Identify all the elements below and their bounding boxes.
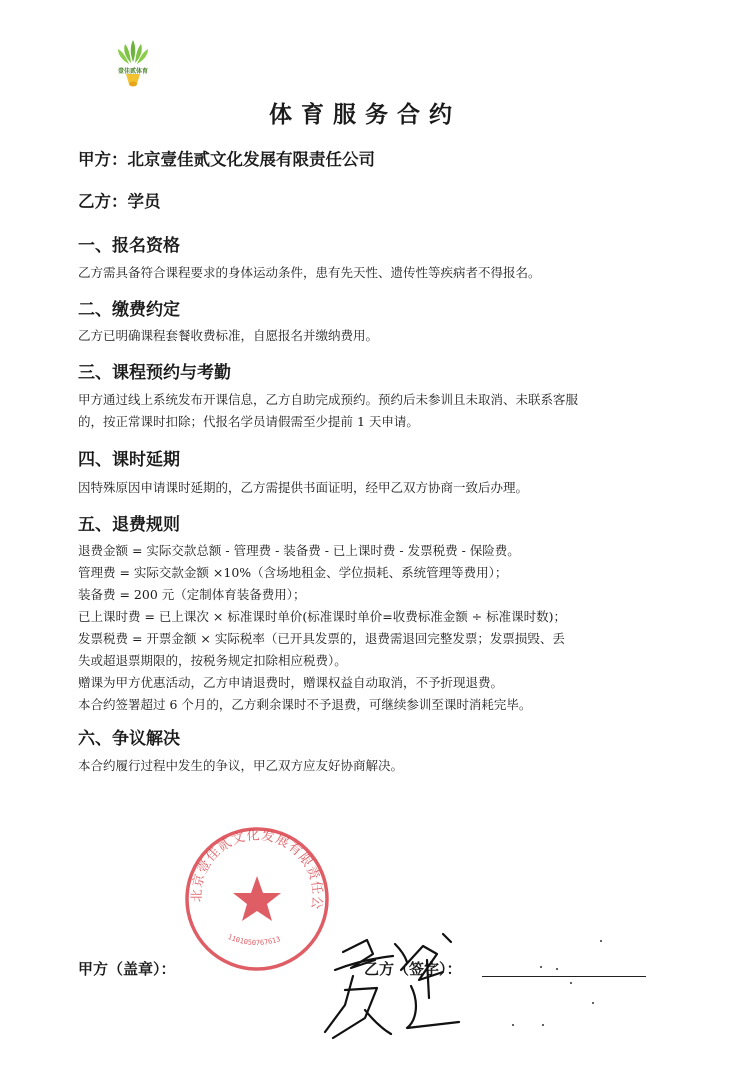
logo-text: 壹佳贰体育: [117, 68, 148, 75]
company-logo: [108, 36, 158, 88]
scan-speck: [592, 1002, 594, 1004]
body-line: 管理费 = 实际交款金额 ×10%（含场地租金、学位损耗、系统管理等费用）；: [78, 565, 508, 580]
document-title: 体育服务合约: [269, 102, 461, 128]
section-body: [78, 325, 653, 347]
scan-speck: [512, 1024, 514, 1026]
scan-speck: [600, 940, 602, 942]
body-line: 装备费 = 200 元（定制体育装备费用）；: [78, 587, 306, 602]
scan-speck: [556, 968, 558, 970]
section-body: [78, 540, 653, 716]
body-line: 赠课为甲方优惠活动，乙方申请退费时，赠课权益自动取消，不予折现退费。: [78, 675, 504, 690]
body-line: 乙方已明确课程套餐收费标准，自愿报名并缴纳费用。: [78, 328, 379, 343]
body-line: 乙方需具备符合课程要求的身体运动条件，患有先天性、遗传性等疾病者不得报名。: [78, 265, 541, 280]
party-a: 甲方：北京壹佳贰文化发展有限责任公司: [78, 150, 375, 169]
body-line: 本合约履行过程中发生的争议，甲乙双方应友好协商解决。: [78, 758, 404, 773]
seal-number: 1101050767613: [226, 932, 282, 948]
svg-text:1101050767613: [227, 933, 282, 947]
body-line: 已上课时费 = 已上课次 × 标准课时单价(标准课时单价=收费标准金额 ÷ 标准课时数)；: [78, 609, 566, 624]
section-heading: 三、课程预约与考勤: [78, 363, 231, 383]
section-body: [78, 262, 653, 284]
body-line: 甲方通过线上系统发布开课信息，乙方自助完成预约。预约后未参训且未取消、未联系客服: [78, 392, 579, 407]
party-a-seal-label: 甲方（盖章）：: [78, 960, 176, 978]
body-line: 退费金额 = 实际交款总额 - 管理费 - 装备费 - 已上课时费 - 发票税费 - 保险费。: [78, 543, 520, 558]
section-heading: 五、退费规则: [78, 515, 180, 535]
body-line: 失或超退票期限的，按税务规定扣除相应税费）。: [78, 653, 347, 668]
signature-line: [482, 976, 646, 977]
handwritten-signature: [315, 910, 465, 1045]
section-heading: 六、争议解决: [78, 729, 180, 749]
body-line: 的，按正常课时扣除；代报名学员请假需至少提前 1 天申请。: [78, 414, 419, 429]
section-heading: 二、缴费约定: [78, 300, 180, 320]
body-line: 因特殊原因申请课时延期的，乙方需提供书面证明，经甲乙双方协商一致后办理。: [78, 480, 529, 495]
scan-speck: [542, 1024, 544, 1026]
body-line: 本合约签署超过 6 个月的，乙方剩余课时不予退费，可继续参训至课时消耗完毕。: [78, 697, 532, 712]
section-heading: 四、课时延期: [78, 450, 180, 470]
party-b-signature-label: 乙方（签字）：: [364, 960, 462, 978]
company-seal: [182, 824, 332, 974]
section-body: [78, 477, 653, 499]
section-body: [78, 755, 653, 777]
section-body: [78, 389, 653, 433]
scan-speck: [540, 966, 542, 968]
seal-text: 北京壹佳贰文化发展有限责任公: [189, 828, 325, 911]
body-line: 发票税费 = 开票金额 × 实际税率（已开具发票的，退费需退回完整发票；发票损毁、丢: [78, 631, 565, 646]
section-heading: 一、报名资格: [78, 236, 180, 256]
party-b: 乙方：学员: [78, 192, 161, 211]
scan-speck: [570, 982, 572, 984]
